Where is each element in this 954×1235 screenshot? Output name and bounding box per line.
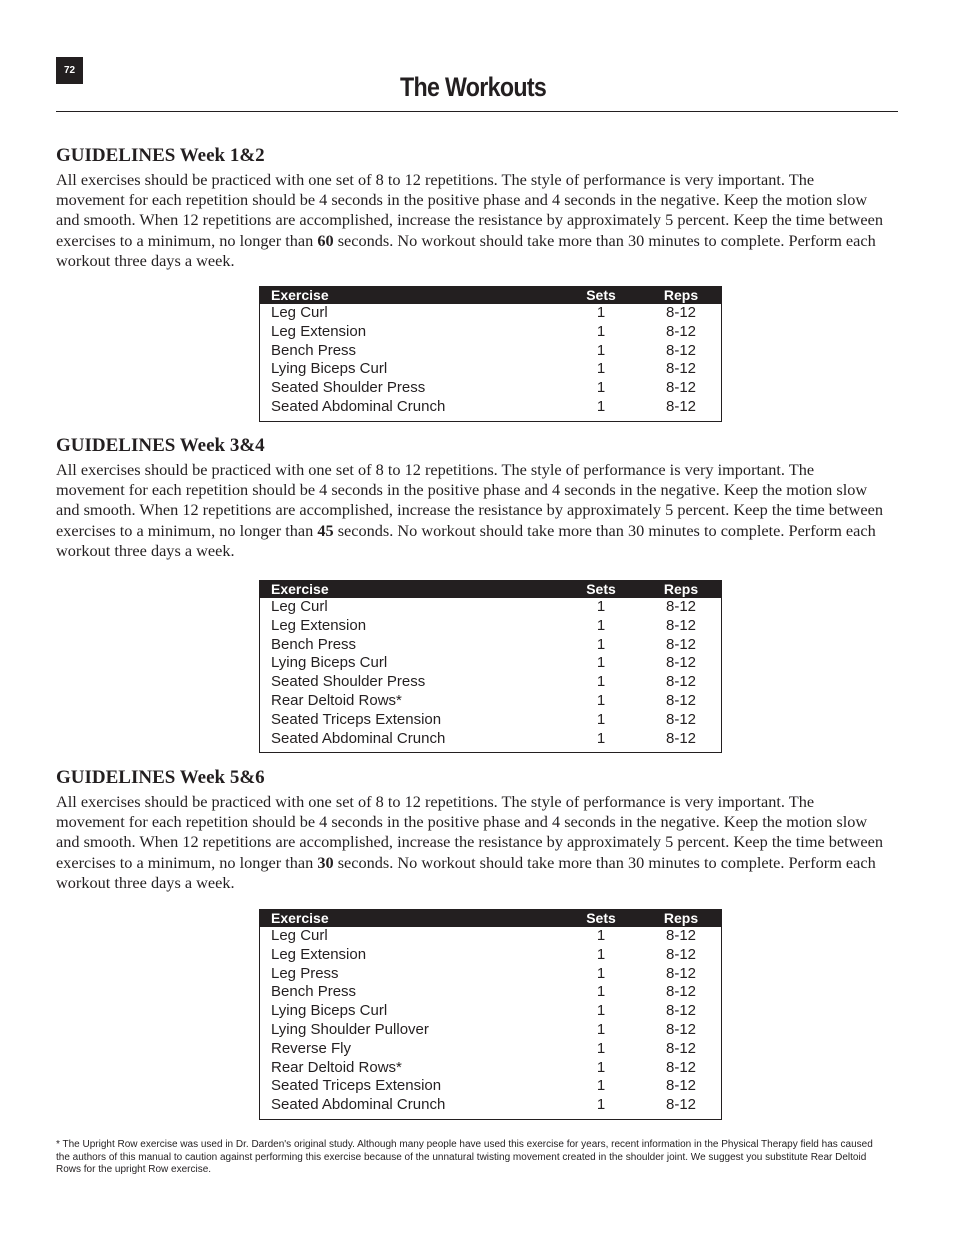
- table-header-row: [260, 287, 722, 305]
- sets-value: 1: [596, 322, 606, 340]
- table-row: [260, 636, 722, 655]
- table-row: [260, 673, 722, 692]
- table-row: [260, 1040, 722, 1059]
- table-header-row: [260, 581, 722, 599]
- reps-value: 8-12: [665, 341, 697, 359]
- reps-value: 8-12: [665, 322, 697, 340]
- table-row: [260, 398, 722, 421]
- header-exercise: Exercise: [260, 287, 562, 305]
- exercise-name: Seated Abdominal Crunch: [271, 397, 446, 415]
- sets-value: 1: [596, 729, 606, 747]
- exercise-table-week-5-6: [259, 909, 722, 1120]
- sets-value: 1: [596, 598, 606, 615]
- table-row: [260, 1096, 722, 1119]
- exercise-table-week-1-2: [259, 286, 722, 422]
- table-row: [260, 711, 722, 730]
- exercise-name: Seated Triceps Extension: [271, 1077, 442, 1095]
- reps-value: 8-12: [665, 1077, 697, 1095]
- sets-value: 1: [596, 1058, 606, 1076]
- sets-value: 1: [596, 379, 606, 397]
- table-row: [260, 983, 722, 1002]
- table-row: [260, 1021, 722, 1040]
- sets-value: 1: [596, 1020, 606, 1038]
- reps-value: 8-12: [665, 397, 697, 415]
- table-row: [260, 323, 722, 342]
- sets-value: 1: [596, 710, 606, 728]
- reps-value: 8-12: [665, 710, 697, 728]
- exercise-table-week-3-4: [259, 580, 722, 753]
- exercise-name: Rear Deltoid Rows*: [271, 691, 402, 709]
- table-row: [260, 1059, 722, 1078]
- header-reps: Reps: [641, 910, 722, 928]
- reps-value: 8-12: [665, 691, 697, 709]
- exercise-name: Lying Shoulder Pullover: [271, 1020, 429, 1038]
- table-row: [260, 598, 722, 617]
- exercise-name: Leg Curl: [271, 598, 328, 615]
- reps-value: 8-12: [665, 598, 697, 615]
- table-row: [260, 1002, 722, 1021]
- reps-value: 8-12: [665, 1039, 697, 1057]
- reps-value: 8-12: [665, 673, 697, 691]
- sets-value: 1: [596, 1039, 606, 1057]
- sets-value: 1: [596, 945, 606, 963]
- header-sets: Sets: [561, 581, 641, 599]
- sets-value: 1: [596, 964, 606, 982]
- page-title: The Workouts: [400, 72, 547, 102]
- header-reps: Reps: [641, 581, 722, 599]
- reps-value: 8-12: [665, 1058, 697, 1076]
- page-number: 72: [56, 57, 83, 84]
- reps-value: 8-12: [665, 635, 697, 653]
- table-row: [260, 965, 722, 984]
- sets-value: 1: [596, 304, 606, 321]
- exercise-name: Reverse Fly: [271, 1039, 352, 1057]
- table-row: [260, 654, 722, 673]
- reps-value: 8-12: [665, 654, 697, 672]
- reps-value: 8-12: [665, 964, 697, 982]
- reps-value: 8-12: [665, 945, 697, 963]
- exercise-name: Rear Deltoid Rows*: [271, 1058, 402, 1076]
- table-row: [260, 342, 722, 361]
- sets-value: 1: [596, 927, 606, 944]
- exercise-name: Seated Triceps Extension: [271, 710, 442, 728]
- sets-value: 1: [596, 616, 606, 634]
- header-exercise: Exercise: [260, 910, 562, 928]
- table-row: [260, 692, 722, 711]
- reps-value: 8-12: [665, 1020, 697, 1038]
- sets-value: 1: [596, 673, 606, 691]
- table-row: [260, 1077, 722, 1096]
- section-paragraph-week-3-4: All exercises should be practiced with one set of 8 to 12 repetitions. The style of performance is very important. The movement for each repetition should be 4 seconds in the positive phase and 4 seconds in the negative. Keep the motion slow and smooth. When 12 repetitions are accomplished, increase the resistance by approximately 5 percent. Keep the time between exercises to a minimum, no longer than 45 seconds. No workout should take more than 30 minutes to complete. Perform each workout three days a week.: [56, 460, 884, 560]
- reps-value: 8-12: [665, 304, 697, 321]
- sets-value: 1: [596, 691, 606, 709]
- section-heading-week-1-2: GUIDELINES Week 1&2: [56, 145, 265, 166]
- reps-value: 8-12: [665, 1096, 697, 1114]
- exercise-name: Seated Shoulder Press: [271, 379, 426, 397]
- reps-value: 8-12: [665, 983, 697, 1001]
- reps-value: 8-12: [665, 360, 697, 378]
- table-row: [260, 946, 722, 965]
- section-paragraph-week-5-6: All exercises should be practiced with one set of 8 to 12 repetitions. The style of performance is very important. The movement for each repetition should be 4 seconds in the positive phase and 4 seconds in the negative. Keep the motion slow and smooth. When 12 repetitions are accomplished, increase the resistance by approximately 5 percent. Keep the time between exercises to a minimum, no longer than 30 seconds. No workout should take more than 30 minutes to complete. Perform each workout three days a week.: [56, 792, 884, 892]
- section-heading-week-5-6: GUIDELINES Week 5&6: [56, 767, 265, 788]
- exercise-name: Seated Shoulder Press: [271, 673, 426, 691]
- exercise-name: Lying Biceps Curl: [271, 654, 388, 672]
- reps-value: 8-12: [665, 927, 697, 944]
- sets-value: 1: [596, 341, 606, 359]
- header-sets: Sets: [561, 287, 641, 305]
- sets-value: 1: [596, 1077, 606, 1095]
- sets-value: 1: [596, 360, 606, 378]
- exercise-name: Leg Press: [271, 964, 339, 982]
- exercise-name: Seated Abdominal Crunch: [271, 729, 446, 747]
- header-reps: Reps: [641, 287, 722, 305]
- exercise-name: Leg Curl: [271, 927, 328, 944]
- exercise-name: Lying Biceps Curl: [271, 1002, 388, 1020]
- exercise-name: Leg Extension: [271, 616, 367, 634]
- section-paragraph-week-1-2: All exercises should be practiced with one set of 8 to 12 repetitions. The style of performance is very important. The movement for each repetition should be 4 seconds in the positive phase and 4 seconds in the negative. Keep the motion slow and smooth. When 12 repetitions are accomplished, increase the resistance by approximately 5 percent. Keep the time between exercises to a minimum, no longer than 60 seconds. No workout should take more than 30 minutes to complete. Perform each workout three days a week.: [56, 170, 884, 270]
- table-row: [260, 617, 722, 636]
- sets-value: 1: [596, 1096, 606, 1114]
- section-heading-week-3-4: GUIDELINES Week 3&4: [56, 435, 265, 456]
- sets-value: 1: [596, 397, 606, 415]
- exercise-name: Bench Press: [271, 983, 357, 1001]
- table-header-row: [260, 910, 722, 928]
- exercise-name: Bench Press: [271, 635, 357, 653]
- table-row: [260, 379, 722, 398]
- table-row: [260, 304, 722, 323]
- table-row: [260, 730, 722, 753]
- exercise-name: Leg Curl: [271, 304, 328, 321]
- header-exercise: Exercise: [260, 581, 562, 599]
- sets-value: 1: [596, 983, 606, 1001]
- reps-value: 8-12: [665, 616, 697, 634]
- reps-value: 8-12: [665, 379, 697, 397]
- reps-value: 8-12: [665, 729, 697, 747]
- sets-value: 1: [596, 654, 606, 672]
- sets-value: 1: [596, 635, 606, 653]
- table-row: [260, 360, 722, 379]
- header-sets: Sets: [561, 910, 641, 928]
- exercise-name: Leg Extension: [271, 945, 367, 963]
- title-divider: [56, 111, 898, 112]
- exercise-name: Leg Extension: [271, 322, 367, 340]
- exercise-name: Bench Press: [271, 341, 357, 359]
- table-row: [260, 927, 722, 946]
- sets-value: 1: [596, 1002, 606, 1020]
- exercise-name: Lying Biceps Curl: [271, 360, 388, 378]
- footnote: * The Upright Row exercise was used in Dr. Darden's original study. Although many people have used this exercise for years, recent information in the Physical Therapy field has caused the authors of this manual to caution against performing this exercise because of the unnatural twisting movement created in the shoulder joint. We suggest you substitute Rear Deltoid Rows for the upright Row exercise.: [56, 1139, 873, 1175]
- exercise-name: Seated Abdominal Crunch: [271, 1096, 446, 1114]
- reps-value: 8-12: [665, 1002, 697, 1020]
